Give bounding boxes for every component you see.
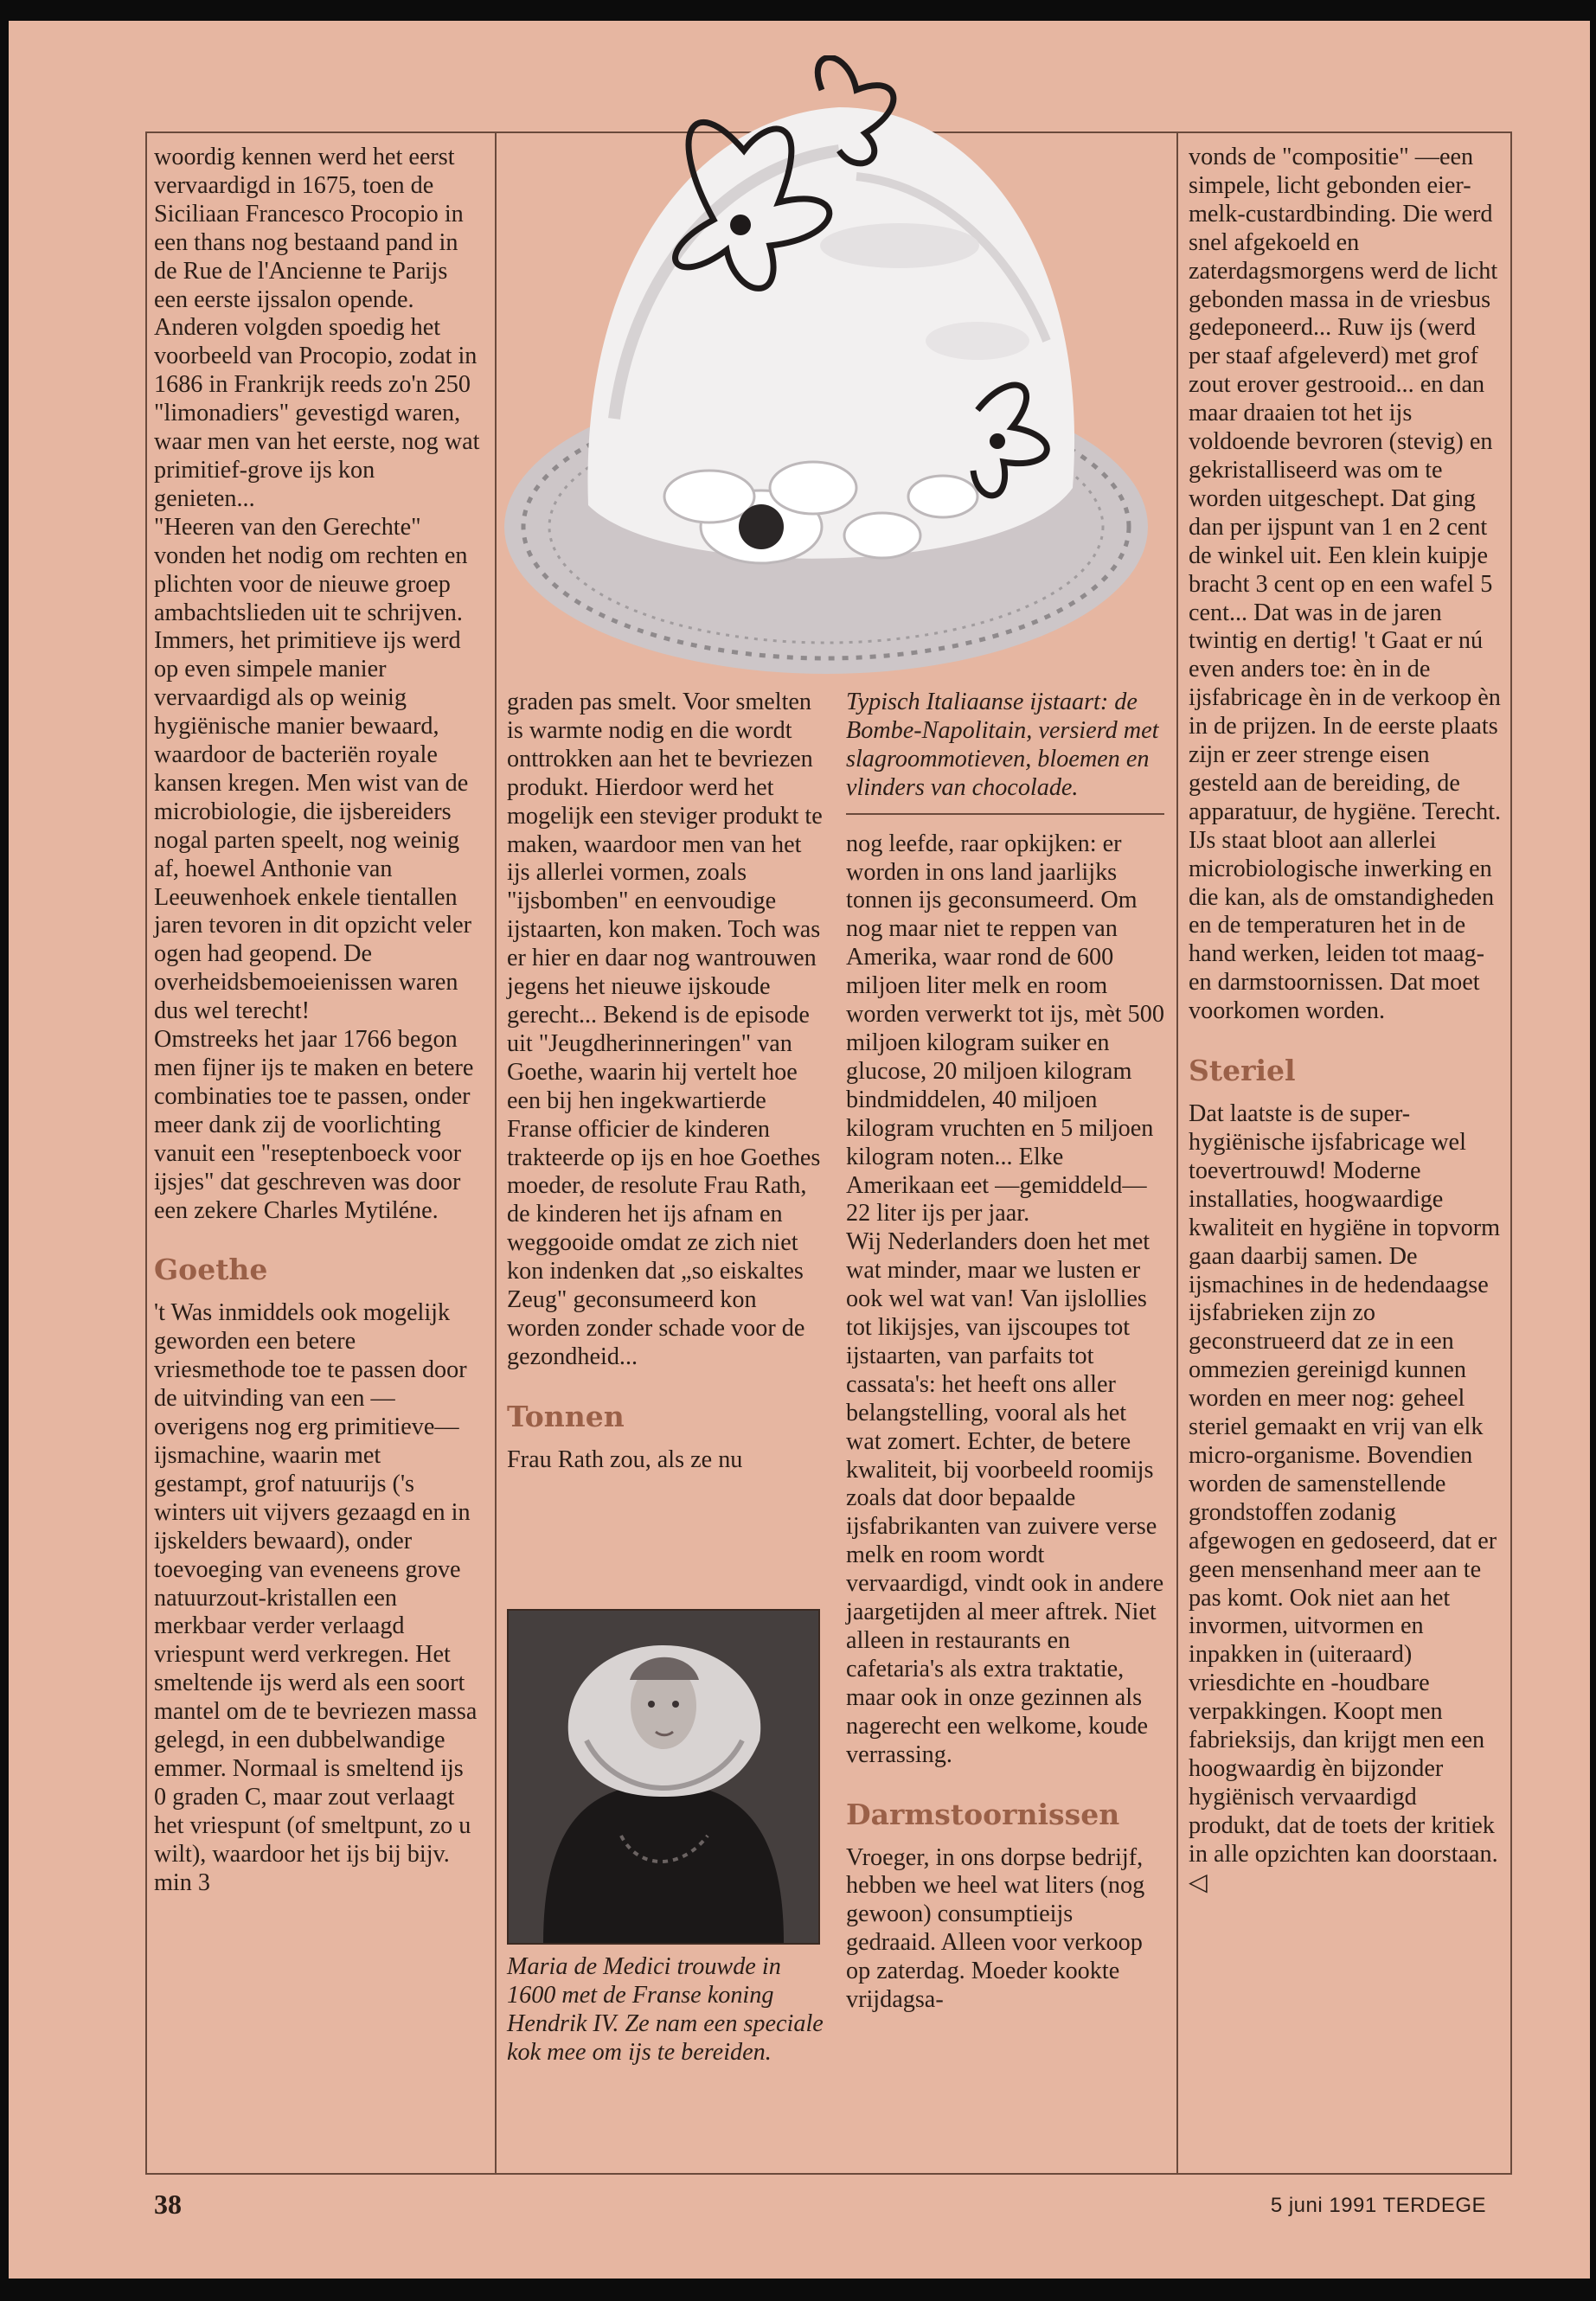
paragraph: Dat laatste is de super-hygiënische ijsfabricage wel toevertrouwd! Moderne installaties, hoogwaardige kwaliteit en hygiëne in topvorm gaan daarbij samen. De ijsmachines in de hedendaagse ijsfabrieken zijn zo geconstrueerd dat ze in een ommezien gereinigd kunnen worden en meer nog: geheel steriel gemaakt en vrij van elk micro-organisme. Bovendien worden de samenstellende grondstoffen zodanig afgewogen en gedoseerd, dat er geen mensenhand meer aan te pas komt. Ook niet aan het invormen, uitvormen en inpakken in (uiteraard) vriesdichte en -houdbare verpakkingen. Koopt men fabrieksijs, dan krijgt men een hoogwaardig èn bijzonder hygiënisch vervaardigd produkt, dat de toets der kritiek in alle opzichten kan doorstaan. ◁ (1189, 1100, 1501, 1896)
paragraph: Wij Nederlanders doen het met wat minder, maar we lusten er ook wel wat van! Van ijslollies tot likijsjes, van ijscoupes tot ijstaarten, van parfaits tot cassata's: het heeft ons aller belangstelling, vooral als het wat zomert. Echter, de betere kwaliteit, bij voorbeeld roomijs zoals dat door bepaalde ijsfabrikanten van zuivere verse melk en room wordt vervaardigd, vindt ook in andere jaargetijden al meer aftrek. Niet alleen in restaurants en cafetaria's als extra traktatie, maar ook in onze gezinnen als nagerecht een welkome, koude verrassing. (846, 1228, 1164, 1768)
section-heading-goethe: Goethe (154, 1253, 268, 1287)
column-2 (507, 689, 825, 1475)
paragraph: graden pas smelt. Voor smelten is warmte nodig en die wordt onttrokken aan het te bevriezen produkt. Hierdoor werd het mogelijk een steviger produkt te maken, waardoor men van het ijs allerlei vormen, zoals "ijsbomben" en eenvoudige ijstaarten, kon maken. Toch was er hier en daar nog wantrouwen jegens het nieuwe ijskoude gerecht... Bekend is de episode uit "Jeugdherinneringen" van Goethe, waarin hij vertelt hoe een bij hen ingekwartierde Franse officier de kinderen trakteerde op ijs en hoe Goethes moeder, de resolute Frau Rath, de kinderen het ijs afnam en weggooide omdat ze zich niet kon indenken dat „so eiskaltes Zeug" geconsumeerd kon worden zonder schade voor de gezondheid... (507, 689, 823, 1370)
paragraph: "Heeren van den Gerechte" vonden het nodig om rechten en plichten voor de nieuwe groep ambachtslieden uit te schrijven. Immers, het primitieve ijs werd op even simpele manier vervaardigd als op weinig hygiënische manier bewaard, waardoor de bacteriën royale kansen kregen. Men wist van de microbiologie, die ijsbereiders nogal parten speelt, nog weinig af, hoewel Anthonie van Leeuwenhoek enkele tientallen jaren tevoren in dit opzicht veler ogen had geopend. De overheidsbemoeienissen waren dus wel terecht! (154, 513, 472, 1025)
magazine-page (9, 21, 1590, 2279)
caption-divider (846, 813, 1164, 815)
column-rule (1176, 131, 1178, 2175)
column-3 (846, 689, 1164, 2015)
maria-de-medici-portrait (507, 1609, 820, 1945)
column-4 (1189, 144, 1502, 1897)
page-number: 38 (154, 2189, 182, 2220)
section-heading-steriel: Steriel (1189, 1054, 1296, 1088)
paragraph: vonds de "compositie" —een simpele, licht gebonden eier-melk-custardbinding. Die werd snel afgekoeld en zaterdagsmorgens werd de licht gebonden massa in de vriesbus gedeponeerd... Ruw ijs (werd per staaf afgeleverd) met grof zout erover gestrooid... en dan maar draaien tot het ijs voldoende bevroren (stevig) en gekristalliseerd was om te worden uitgeschept. Dat ging dan per ijspunt van 1 en 2 cent de winkel uit. Een klein kuipje bracht 3 cent op en een wafel 5 cent... Dat was in de jaren twintig en dertig! 't Gaat er nú even anders toe: èn in de ijsfabricage èn in de verkoop èn in de prijzen. In de eerste plaats zijn er zeer strenge eisen gesteld aan de bereiding, de apparatuur, de hygiëne. Terecht. IJs staat bloot aan allerlei microbiologische inwerking en die kan, als de omstandigheden en de temperaturen het in de hand werken, leiden tot maag- en darmstoornissen. Dat moet voorkomen worden. (1189, 144, 1502, 1025)
section-heading-darmstoornissen: Darmstoornissen (846, 1797, 1120, 1831)
portrait-caption (507, 1953, 825, 2067)
paragraph: 't Was inmiddels ook mogelijk geworden een betere vriesmethode toe te passen door de uitvinding van een —overigens nog erg primitieve— ijsmachine, waarin met gestampt, grof natuurijs ('s winters uit vijvers gezaagd en in ijskelders bewaard), onder toevoeging van eveneens grove natuurzout-kristallen een merkbaar verder verlaagd vriespunt werd verkregen. Het smeltende ijs werd als een soort mantel om de te bevriezen massa gelegd, in een dubbelwandige emmer. Normaal is smeltend ijs 0 graden C, maar zout verlaagt het vriespunt (of smeltpunt, zo u wilt), waardoor het ijs bij bijv. min 3 (154, 1299, 478, 1896)
ice-cream-cake-photo (493, 55, 1159, 687)
portrait-image (509, 1611, 818, 1943)
paragraph: Frau Rath zou, als ze nu (507, 1445, 743, 1473)
paragraph: Vroeger, in ons dorpse bedrijf, hebben we heel wat liters (nog gewoon) consumptieijs gedraaid. Alleen voor verkoop op zaterdag. Moeder kookte vrijdagsa- (846, 1843, 1145, 2014)
paragraph: Omstreeks het jaar 1766 begon men fijner ijs te maken en betere combinaties toe te passen, onder meer dank zij de voorlichting vanuit een "reseptenboeck voor ijsjes" dat geschreven was door een zekere Charles Mytiléne. (154, 1026, 474, 1224)
paragraph: woordig kennen werd het eerst vervaardigd in 1675, toen de Siciliaan Francesco Procopio in een thans nog bestaand pand in de Rue de l'Ancienne te Parijs een eerste ijssalon opende. Anderen volgden spoedig het voorbeeld van Procopio, zodat in 1686 in Frankrijk reeds zo'n 250 "limonadiers" gevestigd waren, waar men van het eerste, nog wat primitief-grove ijs kon genieten... (154, 144, 480, 512)
cake-caption: Typisch Italiaanse ijstaart: de Bombe-Napolitain, versierd met slagroommotieven, bloemen en vlinders van chocolade. (846, 689, 1159, 801)
section-heading-tonnen: Tonnen (507, 1399, 625, 1433)
column-1 (154, 144, 481, 1897)
paragraph: nog leefde, raar opkijken: er worden in ons land jaarlijks tonnen ijs geconsumeerd. Om nog maar niet te reppen van Amerika, waar rond de 600 miljoen liter melk en room worden verwerkt tot ijs, mèt 500 miljoen kilogram suiker en glucose, 20 miljoen kilogram bindmiddelen, 40 miljoen kilogram vruchten en 5 miljoen kilogram noten... Elke Amerikaan eet —gemiddeld— 22 liter ijs per jaar. (846, 830, 1164, 1227)
issue-date: 5 juni 1991 TERDEGE (1270, 2194, 1486, 2217)
caption-text: Maria de Medici trouwde in 1600 met de Franse koning Hendrik IV. Ze nam een speciale kok mee om ijs te bereiden. (507, 1953, 824, 2066)
